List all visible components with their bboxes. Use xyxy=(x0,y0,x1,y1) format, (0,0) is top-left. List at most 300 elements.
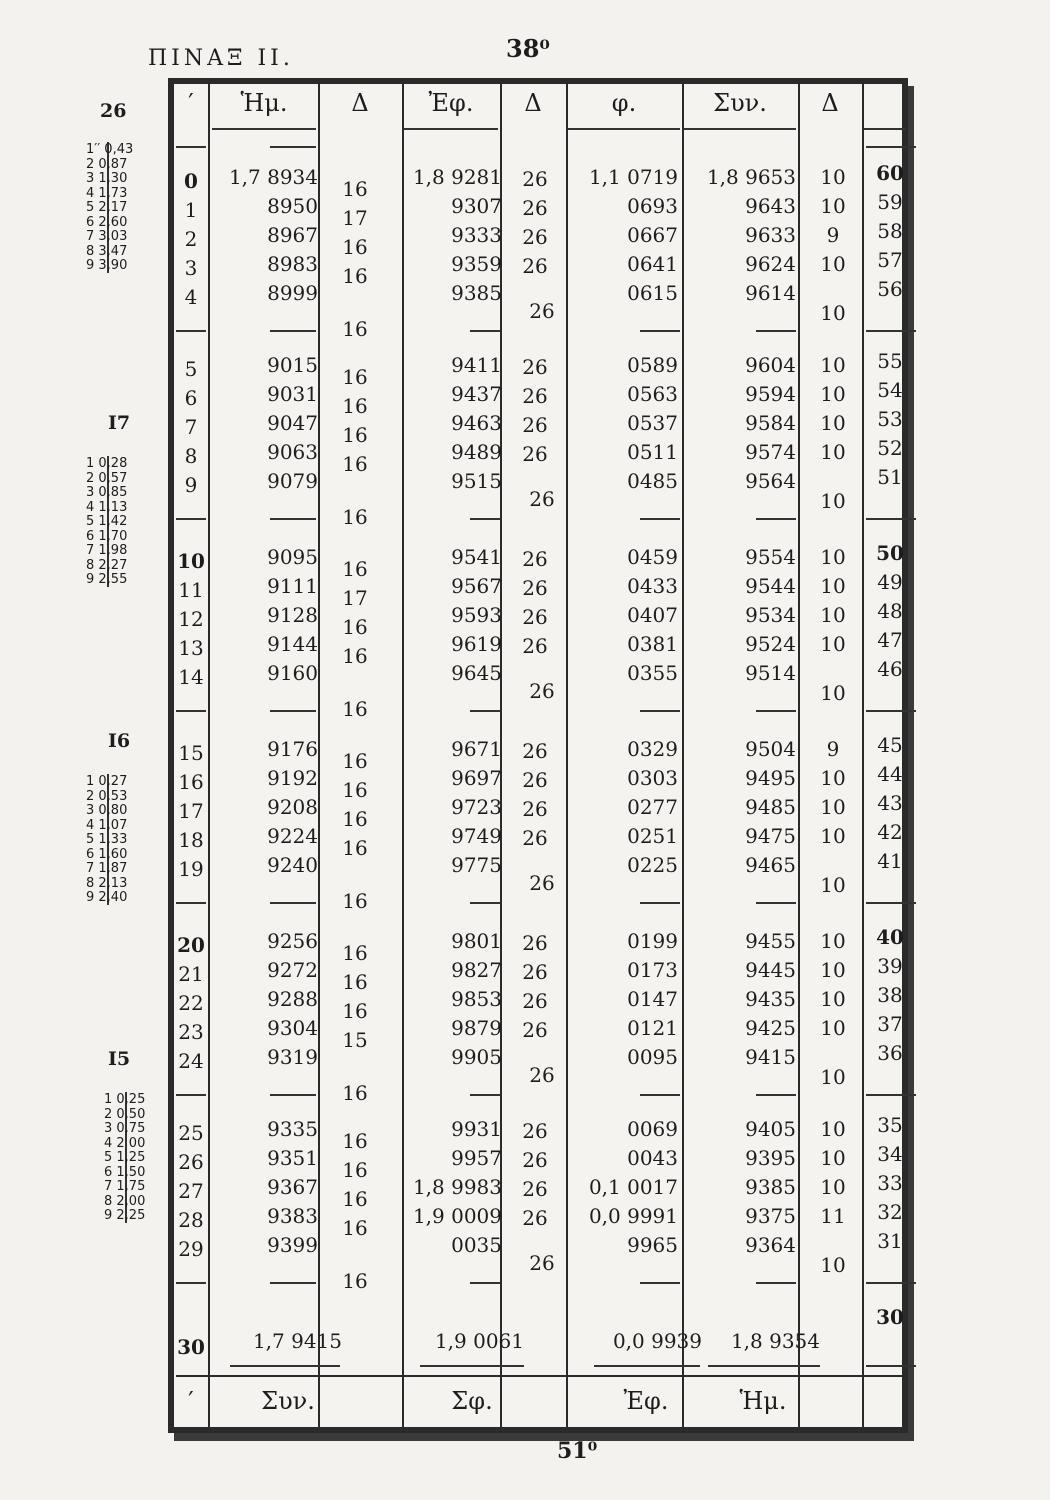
minute-label: 1 xyxy=(184,198,198,222)
cosine-value: 9594 xyxy=(745,382,796,406)
cotangent-value: 0355 xyxy=(627,661,678,685)
minute-label: 27 xyxy=(178,1179,204,1203)
cosine-value: 9425 xyxy=(745,1016,796,1040)
diff-sine: 17 xyxy=(342,206,368,230)
header-sf: φ. xyxy=(611,89,637,117)
cotangent-value: 0381 xyxy=(627,632,678,656)
diff-cosine-tail: 10 xyxy=(820,489,846,513)
diff-tangent: 26 xyxy=(522,960,548,984)
diff-cosine: 10 xyxy=(820,1016,846,1040)
sine-value: 9144 xyxy=(267,632,318,656)
sine-value: 9351 xyxy=(267,1146,318,1170)
prop-table-label: 26 xyxy=(100,100,127,122)
group-rule xyxy=(640,902,680,904)
cotangent-value: 0147 xyxy=(627,987,678,1011)
diff-cosine-tail: 10 xyxy=(820,1253,846,1277)
minute-label-right: 39 xyxy=(877,954,903,978)
diff-sine-tail: 16 xyxy=(342,317,368,341)
cosine-value: 9574 xyxy=(745,440,796,464)
cosine-value: 9435 xyxy=(745,987,796,1011)
cosine-value: 9475 xyxy=(745,824,796,848)
minute-label-right: 52 xyxy=(877,436,903,460)
minute-label-right: 35 xyxy=(877,1113,903,1137)
minute-label-right: 43 xyxy=(877,791,903,815)
diff-sine: 16 xyxy=(342,1216,368,1240)
minute-label-right: 30 xyxy=(876,1305,904,1329)
footer-ef: Ἐφ. xyxy=(623,1387,669,1415)
diff-cosine: 11 xyxy=(820,1204,846,1228)
cosine-value: 9624 xyxy=(745,252,796,276)
cotangent-value: 0199 xyxy=(627,929,678,953)
tangent-value: 9593 xyxy=(451,603,502,627)
group-rule xyxy=(866,146,916,148)
sine-value: 8950 xyxy=(267,194,318,218)
header-ef: Ἐφ. xyxy=(428,89,474,117)
group-rule xyxy=(176,1282,206,1284)
diff-cosine-tail: 10 xyxy=(820,301,846,325)
sine-value: 9383 xyxy=(267,1204,318,1228)
diff-sine: 16 xyxy=(342,365,368,389)
prop-table-row: 8 2,00 xyxy=(104,1193,146,1209)
prop-table-row: 9 3,90 xyxy=(86,258,128,273)
minute-label-right: 42 xyxy=(877,820,903,844)
group-rule xyxy=(470,710,500,712)
header-minutes: ′ xyxy=(188,89,194,117)
diff-sine-tail: 16 xyxy=(342,1081,368,1105)
top-degree: 38⁰ xyxy=(506,34,550,63)
diff-tangent: 26 xyxy=(522,442,548,466)
diff-tangent: 26 xyxy=(522,167,548,191)
prop-table-row: 1 0,25 xyxy=(104,1092,146,1107)
cosine-value: 9554 xyxy=(745,545,796,569)
tangent-value: 9879 xyxy=(451,1016,502,1040)
diff-tangent: 26 xyxy=(522,196,548,220)
footer-syn: Συν. xyxy=(261,1387,315,1415)
cotangent-value: 0,0 9939 xyxy=(612,1329,702,1353)
cosine-value: 9564 xyxy=(745,469,796,493)
group-rule xyxy=(176,518,206,520)
diff-sine-tail: 16 xyxy=(342,889,368,913)
cosine-value: 1,8 9653 xyxy=(706,165,796,189)
minute-label: 5 xyxy=(184,357,198,381)
prop-table-row: 5 2,17 xyxy=(86,200,128,215)
minute-label: 7 xyxy=(184,415,198,439)
prop-table-row: 4 1,07 xyxy=(86,817,128,833)
minute-label: 20 xyxy=(177,933,205,957)
minute-label: 6 xyxy=(184,386,198,410)
prop-table-row: 3 0,85 xyxy=(86,485,128,500)
cotangent-value: 0173 xyxy=(627,958,678,982)
minute-label-right: 60 xyxy=(876,161,904,185)
diff-cosine: 10 xyxy=(820,1146,846,1170)
sine-value: 9095 xyxy=(267,545,318,569)
tangent-value: 9853 xyxy=(451,987,502,1011)
diff-tangent: 26 xyxy=(522,768,548,792)
diff-sine: 16 xyxy=(342,452,368,476)
diff-cosine: 10 xyxy=(820,1175,846,1199)
diff-tangent-tail: 26 xyxy=(529,299,555,323)
group-rule xyxy=(640,1282,680,1284)
cotangent-value: 1,1 0719 xyxy=(588,165,678,189)
minute-label: 17 xyxy=(178,799,204,823)
cosine-value: 9633 xyxy=(745,223,796,247)
tangent-value: 9437 xyxy=(451,382,502,406)
group-rule xyxy=(756,902,796,904)
sine-value: 8967 xyxy=(267,223,318,247)
group-rule xyxy=(270,902,316,904)
diff-cosine: 10 xyxy=(820,987,846,1011)
minute-label-right: 55 xyxy=(877,349,903,373)
prop-table-row: 8 2,27 xyxy=(86,557,128,573)
sine-value: 9047 xyxy=(267,411,318,435)
group-rule xyxy=(470,1282,500,1284)
tangent-value: 9931 xyxy=(451,1117,502,1141)
diff-tangent: 26 xyxy=(522,547,548,571)
column-divider xyxy=(208,84,210,1427)
diff-cosine: 10 xyxy=(820,545,846,569)
diff-cosine: 10 xyxy=(820,165,846,189)
minute-label-right: 45 xyxy=(877,733,903,757)
cotangent-value: 0251 xyxy=(627,824,678,848)
minute-label-right: 44 xyxy=(877,762,903,786)
sine-value: 9288 xyxy=(267,987,318,1011)
prop-table-row: 7 3,03 xyxy=(86,229,128,244)
minute-label: 16 xyxy=(178,770,204,794)
tangent-value: 9645 xyxy=(451,661,502,685)
cotangent-value: 0537 xyxy=(627,411,678,435)
minute-label-right: 32 xyxy=(877,1200,903,1224)
diff-tangent: 26 xyxy=(522,1177,548,1201)
group-rule xyxy=(756,1094,796,1096)
diff-tangent: 26 xyxy=(522,826,548,850)
prop-table-row: 2 0,57 xyxy=(86,470,128,486)
diff-cosine: 10 xyxy=(820,766,846,790)
prop-table-row: 6 2,60 xyxy=(86,214,128,230)
sine-value: 9240 xyxy=(267,853,318,877)
minute-label-right: 54 xyxy=(877,378,903,402)
cosine-value: 9375 xyxy=(745,1204,796,1228)
minute-label-right: 49 xyxy=(877,570,903,594)
header-delta-2: Δ xyxy=(524,89,542,117)
tangent-value: 9541 xyxy=(451,545,502,569)
diff-sine: 16 xyxy=(342,264,368,288)
minute-label: 25 xyxy=(178,1121,204,1145)
group-rule xyxy=(640,330,680,332)
diff-tangent: 26 xyxy=(522,634,548,658)
diff-tangent: 26 xyxy=(522,1148,548,1172)
prop-table-row: 3 0,75 xyxy=(104,1121,146,1136)
cotangent-value: 0,1 0017 xyxy=(588,1175,678,1199)
tangent-value: 9411 xyxy=(451,353,502,377)
sine-value: 9319 xyxy=(267,1045,318,1069)
cotangent-value: 0485 xyxy=(627,469,678,493)
diff-sine: 16 xyxy=(342,423,368,447)
footer-sf: Σφ. xyxy=(451,1387,493,1415)
sine-value: 9367 xyxy=(267,1175,318,1199)
header-delta-1: Δ xyxy=(351,89,369,117)
cotangent-value: 0511 xyxy=(627,440,678,464)
tangent-value: 9957 xyxy=(451,1146,502,1170)
minute-label-right: 34 xyxy=(877,1142,903,1166)
group-rule xyxy=(470,330,500,332)
minute-label: 9 xyxy=(184,473,198,497)
prop-table-row: 6 1,60 xyxy=(86,846,128,862)
minute-label: 29 xyxy=(178,1237,204,1261)
diff-sine: 16 xyxy=(342,1187,368,1211)
sine-value: 9224 xyxy=(267,824,318,848)
diff-sine: 16 xyxy=(342,394,368,418)
prop-table-label: I5 xyxy=(108,1048,131,1070)
tangent-value: 9359 xyxy=(451,252,502,276)
minute-label: 19 xyxy=(178,857,204,881)
tangent-value: 1,8 9983 xyxy=(412,1175,502,1199)
group-rule xyxy=(176,710,206,712)
prop-table-row: 5 1,33 xyxy=(86,832,128,847)
cotangent-value: 0095 xyxy=(627,1045,678,1069)
cosine-value: 9465 xyxy=(745,853,796,877)
minute-label-right: 47 xyxy=(877,628,903,652)
sine-value: 9335 xyxy=(267,1117,318,1141)
sine-value: 9160 xyxy=(267,661,318,685)
cosine-value: 9364 xyxy=(745,1233,796,1257)
prop-table-label: I7 xyxy=(108,412,131,434)
minute-label-right: 40 xyxy=(876,925,904,949)
prop-table-row: 7 1,98 xyxy=(86,543,128,558)
minute-label: 24 xyxy=(178,1049,204,1073)
cotangent-value: 0641 xyxy=(627,252,678,276)
minute-label-right: 46 xyxy=(877,657,903,681)
column-divider xyxy=(318,84,320,1427)
cotangent-value: 0069 xyxy=(627,1117,678,1141)
minute-label-right: 57 xyxy=(877,248,903,272)
cotangent-value: 0563 xyxy=(627,382,678,406)
group-rule xyxy=(756,710,796,712)
minute-label: 13 xyxy=(178,636,204,660)
tangent-value: 1,9 0009 xyxy=(412,1204,502,1228)
minute-label: 28 xyxy=(178,1208,204,1232)
cosine-value: 1,8 9354 xyxy=(730,1329,820,1353)
diff-cosine: 10 xyxy=(820,194,846,218)
cotangent-value: 9965 xyxy=(627,1233,678,1257)
group-rule xyxy=(270,1094,316,1096)
sine-value: 9192 xyxy=(267,766,318,790)
diff-sine: 16 xyxy=(342,615,368,639)
prop-table-row: 9 2,25 xyxy=(104,1208,146,1223)
minute-label-right: 51 xyxy=(877,465,903,489)
tangent-value: 9463 xyxy=(451,411,502,435)
cotangent-value: 0121 xyxy=(627,1016,678,1040)
prop-table-row: 4 2 00 xyxy=(104,1135,146,1151)
tangent-value: 9905 xyxy=(451,1045,502,1069)
diff-cosine: 10 xyxy=(820,632,846,656)
diff-tangent: 26 xyxy=(522,576,548,600)
diff-tangent: 26 xyxy=(522,254,548,278)
group-rule xyxy=(176,902,206,904)
sine-value: 9256 xyxy=(267,929,318,953)
cotangent-value: 0043 xyxy=(627,1146,678,1170)
prop-table-row: 9 2,40 xyxy=(86,890,128,905)
diff-sine: 16 xyxy=(342,807,368,831)
group-rule xyxy=(866,1094,916,1096)
prop-table-row: 3 1,30 xyxy=(86,171,128,186)
diff-tangent-tail: 26 xyxy=(529,1063,555,1087)
diff-sine: 16 xyxy=(342,1158,368,1182)
cotangent-value: 0693 xyxy=(627,194,678,218)
minute-label-right: 31 xyxy=(877,1229,903,1253)
cotangent-value: 0459 xyxy=(627,545,678,569)
diff-tangent-tail: 26 xyxy=(529,679,555,703)
tangent-value: 9749 xyxy=(451,824,502,848)
diff-cosine: 10 xyxy=(820,824,846,848)
sine-value: 8983 xyxy=(267,252,318,276)
sine-value: 1,7 9415 xyxy=(252,1329,342,1353)
cotangent-value: 0329 xyxy=(627,737,678,761)
sine-value: 9015 xyxy=(267,353,318,377)
tangent-value: 9723 xyxy=(451,795,502,819)
header-syn: Συν. xyxy=(713,89,767,117)
group-rule xyxy=(640,518,680,520)
tangent-value: 9801 xyxy=(451,929,502,953)
cosine-value: 9455 xyxy=(745,929,796,953)
tangent-value: 9567 xyxy=(451,574,502,598)
diff-sine: 16 xyxy=(342,557,368,581)
prop-table-row: 2 0,53 xyxy=(86,788,128,804)
prop-table-row: 5 1,42 xyxy=(86,514,128,529)
cosine-value: 9445 xyxy=(745,958,796,982)
footer-rule xyxy=(176,1375,906,1377)
diff-tangent: 26 xyxy=(522,1119,548,1143)
header-rule xyxy=(404,128,498,130)
cosine-value: 9524 xyxy=(745,632,796,656)
cosine-value: 9405 xyxy=(745,1117,796,1141)
sine-value: 9304 xyxy=(267,1016,318,1040)
minute-label: 3 xyxy=(184,256,198,280)
cosine-value: 9584 xyxy=(745,411,796,435)
diff-cosine: 10 xyxy=(820,411,846,435)
group-rule xyxy=(866,710,916,712)
diff-sine-tail: 16 xyxy=(342,697,368,721)
minute-label: 4 xyxy=(184,285,198,309)
cotangent-value: 0589 xyxy=(627,353,678,377)
minute-label-right: 37 xyxy=(877,1012,903,1036)
sine-value: 9031 xyxy=(267,382,318,406)
header-rule xyxy=(212,128,316,130)
group-rule xyxy=(176,330,206,332)
prop-table-row: 7 1,75 xyxy=(104,1179,146,1194)
cosine-value: 9495 xyxy=(745,766,796,790)
cosine-value: 9514 xyxy=(745,661,796,685)
diff-cosine: 9 xyxy=(826,737,840,761)
prop-table-label: I6 xyxy=(108,730,131,752)
sine-value: 9176 xyxy=(267,737,318,761)
group-rule xyxy=(270,1282,316,1284)
diff-sine: 16 xyxy=(342,749,368,773)
prop-table-row: 4 1,73 xyxy=(86,185,128,201)
diff-sine: 16 xyxy=(342,941,368,965)
minute-label-right: 50 xyxy=(876,541,904,565)
footer-rule-thin xyxy=(594,1365,700,1367)
minute-label-right: 41 xyxy=(877,849,903,873)
group-rule xyxy=(176,146,206,148)
minute-label: 12 xyxy=(178,607,204,631)
diff-cosine: 10 xyxy=(820,958,846,982)
tangent-value: 9307 xyxy=(451,194,502,218)
minute-label: 14 xyxy=(178,665,204,689)
prop-table-row: 5 1,25 xyxy=(104,1150,146,1165)
header-hm: Ἡμ. xyxy=(240,89,288,117)
cotangent-value: 0615 xyxy=(627,281,678,305)
tangent-value: 1,8 9281 xyxy=(412,165,502,189)
diff-cosine-tail: 10 xyxy=(820,873,846,897)
cosine-value: 9643 xyxy=(745,194,796,218)
diff-tangent: 26 xyxy=(522,605,548,629)
header-rule xyxy=(568,128,680,130)
tangent-value: 9333 xyxy=(451,223,502,247)
group-rule xyxy=(270,710,316,712)
group-rule xyxy=(866,330,916,332)
cosine-value: 9395 xyxy=(745,1146,796,1170)
group-rule xyxy=(866,902,916,904)
group-rule xyxy=(270,146,316,148)
group-rule xyxy=(640,710,680,712)
minute-label-right: 59 xyxy=(877,190,903,214)
header-rule xyxy=(684,128,796,130)
cotangent-value: 0,0 9991 xyxy=(588,1204,678,1228)
tangent-value: 9775 xyxy=(451,853,502,877)
diff-tangent: 26 xyxy=(522,739,548,763)
diff-sine-tail: 16 xyxy=(342,1269,368,1293)
sine-value: 9111 xyxy=(267,574,318,598)
cosine-value: 9614 xyxy=(745,281,796,305)
sine-value: 9079 xyxy=(267,469,318,493)
group-rule xyxy=(176,1094,206,1096)
diff-cosine: 10 xyxy=(820,353,846,377)
prop-table-row: 2 0,87 xyxy=(86,156,128,172)
footer-rule-thin xyxy=(420,1365,524,1367)
sine-value: 9063 xyxy=(267,440,318,464)
prop-table-row: 8 2,13 xyxy=(86,875,128,891)
diff-cosine: 10 xyxy=(820,382,846,406)
diff-tangent: 26 xyxy=(522,931,548,955)
sine-value: 9399 xyxy=(267,1233,318,1257)
diff-sine: 16 xyxy=(342,235,368,259)
diff-sine-tail: 16 xyxy=(342,505,368,529)
diff-cosine: 10 xyxy=(820,929,846,953)
diff-cosine: 9 xyxy=(826,223,840,247)
minute-label: 15 xyxy=(178,741,204,765)
minute-label-right: 58 xyxy=(877,219,903,243)
diff-tangent: 26 xyxy=(522,225,548,249)
diff-sine: 17 xyxy=(342,586,368,610)
footer-rule-thin xyxy=(708,1365,820,1367)
diff-sine: 16 xyxy=(342,1129,368,1153)
group-rule xyxy=(756,330,796,332)
diff-cosine: 10 xyxy=(820,252,846,276)
cosine-value: 9534 xyxy=(745,603,796,627)
minute-label-right: 56 xyxy=(877,277,903,301)
footer-rule-thin xyxy=(866,1365,916,1367)
diff-tangent-tail: 26 xyxy=(529,871,555,895)
diff-sine: 16 xyxy=(342,836,368,860)
diff-tangent: 26 xyxy=(522,355,548,379)
diff-sine: 15 xyxy=(342,1028,368,1052)
minute-label: 10 xyxy=(177,549,205,573)
header-rule xyxy=(864,128,906,130)
cotangent-value: 0433 xyxy=(627,574,678,598)
diff-tangent: 26 xyxy=(522,413,548,437)
sine-value: 1,7 8934 xyxy=(228,165,318,189)
footer-hm: Ἡμ. xyxy=(739,1387,787,1415)
